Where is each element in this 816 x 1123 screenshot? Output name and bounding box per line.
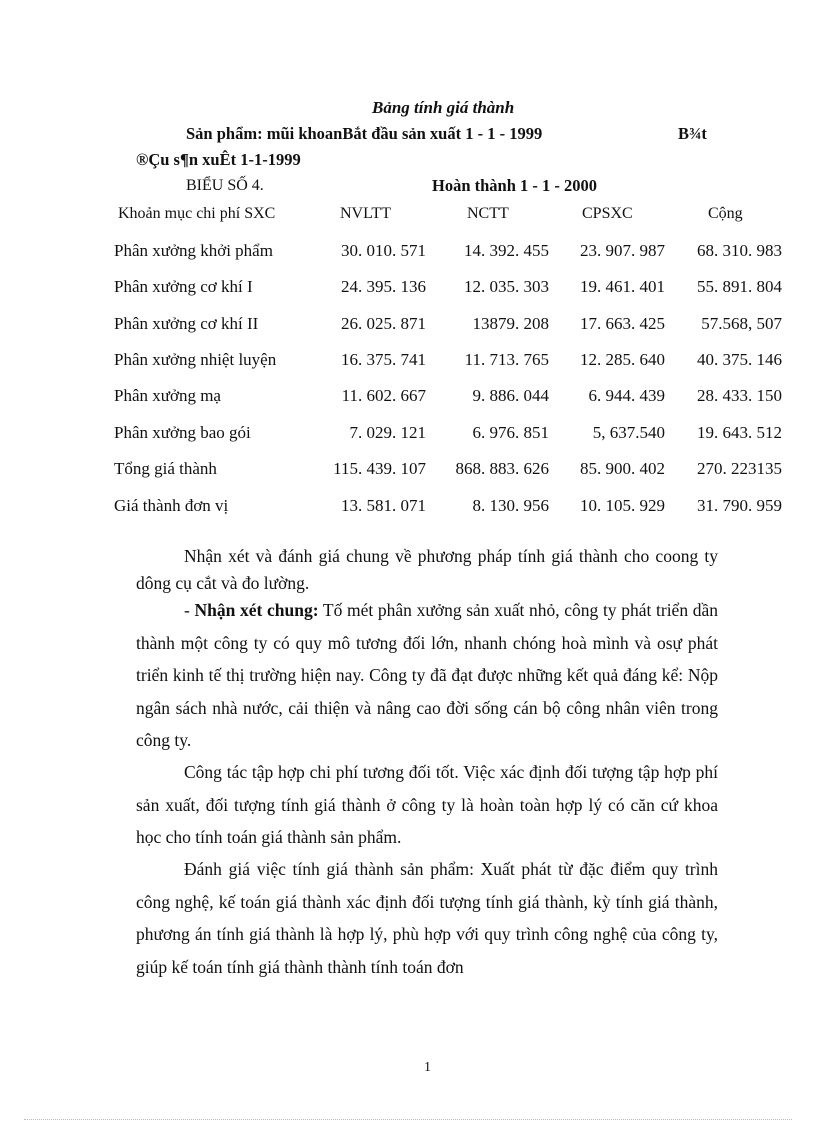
paragraph-intro <box>136 543 718 597</box>
row-label: Phân xưởng khởi phẩm <box>114 241 273 260</box>
cell-total: 40. 375. 146 <box>697 350 782 369</box>
paragraph-text: Tố mét phân xưởng sản xuất nhỏ, công ty phát triển dần thành một công ty có quy mô tương đối lớn, nhanh chóng hoà mình và osự phát triển kinh tế thị trường hiện nay. Công ty đã đạt được những kết quả đáng kể: Nộp ngân sách nhà nước, cải thiện và nâng cao đời sống cán bộ công nhân viên trong công ty. <box>136 600 718 750</box>
cell-nvltt: 13. 581. 071 <box>341 496 426 515</box>
page-title: Bảng tính giá thành <box>372 98 515 117</box>
cell-nctt: 8. 130. 956 <box>472 496 549 515</box>
paragraph-text: Đánh giá việc tính giá thành sản phẩm: Xuất phát từ đặc điểm quy trình công nghệ, kế toán giá thành xác định đối tượng tính giá thành, kỳ tính giá thành, phương án tính giá thành là hợp lý, phù hợp với quy trình công nghệ của công ty, giúp kế toán tính giá thành thành tính toán đơn <box>136 859 718 977</box>
paragraph-cost-collection <box>136 756 718 854</box>
row-label: Phân xưởng cơ khí II <box>114 314 259 333</box>
completion-date: Hoàn thành 1 - 1 - 2000 <box>432 176 598 195</box>
cell-cpsxc: 19. 461. 401 <box>580 277 665 296</box>
cell-total: 28. 433. 150 <box>697 386 782 405</box>
column-header-total: Cộng <box>708 205 743 222</box>
cell-nctt: 14. 392. 455 <box>464 241 549 260</box>
cell-nctt: 6. 976. 851 <box>472 423 549 442</box>
production-start-line: ®Çu s¶n xuÊt 1-1-1999 <box>136 150 301 169</box>
column-header-nvltt: NVLTT <box>340 205 391 222</box>
cell-nvltt: 24. 395. 136 <box>341 277 426 296</box>
row-label: Giá thành đơn vị <box>114 496 229 515</box>
cell-nctt: 13879. 208 <box>472 314 549 333</box>
sheet-label: BIỂU SỐ 4. <box>186 177 264 194</box>
row-label: Phân xưởng mạ <box>114 386 221 405</box>
cell-cpsxc: 23. 907. 987 <box>580 241 665 260</box>
paragraph-lead: Nhận xét chung: <box>194 600 319 620</box>
page-bottom-divider <box>24 1119 792 1120</box>
paragraph-text: Nhận xét và đánh giá chung về phương pháp tính giá thành cho coong ty dông cụ cắt và đo lường. <box>136 546 718 593</box>
cell-cpsxc: 10. 105. 929 <box>580 496 665 515</box>
cell-nctt: 9. 886. 044 <box>472 386 549 405</box>
cell-cpsxc: 85. 900. 402 <box>580 459 665 478</box>
garbled-right-text: B¾t <box>678 124 707 143</box>
column-header-nctt: NCTT <box>467 205 509 222</box>
cell-nvltt: 30. 010. 571 <box>341 241 426 260</box>
row-label: Phân xưởng nhiệt luyện <box>114 350 277 369</box>
cell-nctt: 11. 713. 765 <box>464 350 549 369</box>
page-number: 1 <box>424 1060 431 1075</box>
cell-nvltt: 11. 602. 667 <box>341 386 426 405</box>
cell-cpsxc: 12. 285. 640 <box>580 350 665 369</box>
cell-nvltt: 16. 375. 741 <box>341 350 426 369</box>
column-header-cpsxc: CPSXC <box>582 205 633 222</box>
product-line: Sản phẩm: mũi khoanBắt đầu sản xuất 1 - 1 - 1999 <box>186 124 543 143</box>
cell-cpsxc: 17. 663. 425 <box>580 314 665 333</box>
cell-nctt: 868. 883. 626 <box>455 459 549 478</box>
column-header-item: Khoản mục chi phí SXC <box>118 205 276 222</box>
cell-total: 55. 891. 804 <box>697 277 782 296</box>
cell-cpsxc: 5, 637.540 <box>592 423 665 442</box>
paragraph-text: Công tác tập hợp chi phí tương đối tốt. Việc xác định đối tượng tập hợp phí sản xuất, đối tượng tính giá thành ở công ty là hoàn toàn hợp lý có căn cứ khoa học cho tính toán giá thành sản phẩm. <box>136 762 718 847</box>
cell-total: 19. 643. 512 <box>697 423 782 442</box>
cell-total: 57.568, 507 <box>701 314 782 333</box>
cell-total: 270. 223135 <box>697 459 782 478</box>
cell-nvltt: 115. 439. 107 <box>333 459 426 478</box>
cell-nctt: 12. 035. 303 <box>464 277 549 296</box>
paragraph-evaluation <box>136 853 718 983</box>
row-label: Phân xưởng cơ khí I <box>114 277 253 296</box>
cell-cpsxc: 6. 944. 439 <box>588 386 665 405</box>
cell-nvltt: 26. 025. 871 <box>341 314 426 333</box>
row-label: Tổng giá thành <box>114 459 217 478</box>
paragraph-general-comment: - Nhận xét chung: Tố mét phân xưởng sản xuất nhỏ, công ty phát triển dần thành một công ty có quy mô tương đối lớn, nhanh chóng hoà mình và osự phát triển kinh tế thị trường hiện nay. Công ty đã đạt được những kết quả đáng kể: Nộp ngân sách nhà nước, cải thiện và nâng cao đời sống cán bộ công nhân viên trong công ty. <box>136 600 718 750</box>
cell-total: 31. 790. 959 <box>697 496 782 515</box>
cell-total: 68. 310. 983 <box>697 241 782 260</box>
row-label: Phân xưởng bao gói <box>114 423 251 442</box>
cell-nvltt: 7. 029. 121 <box>349 423 426 442</box>
